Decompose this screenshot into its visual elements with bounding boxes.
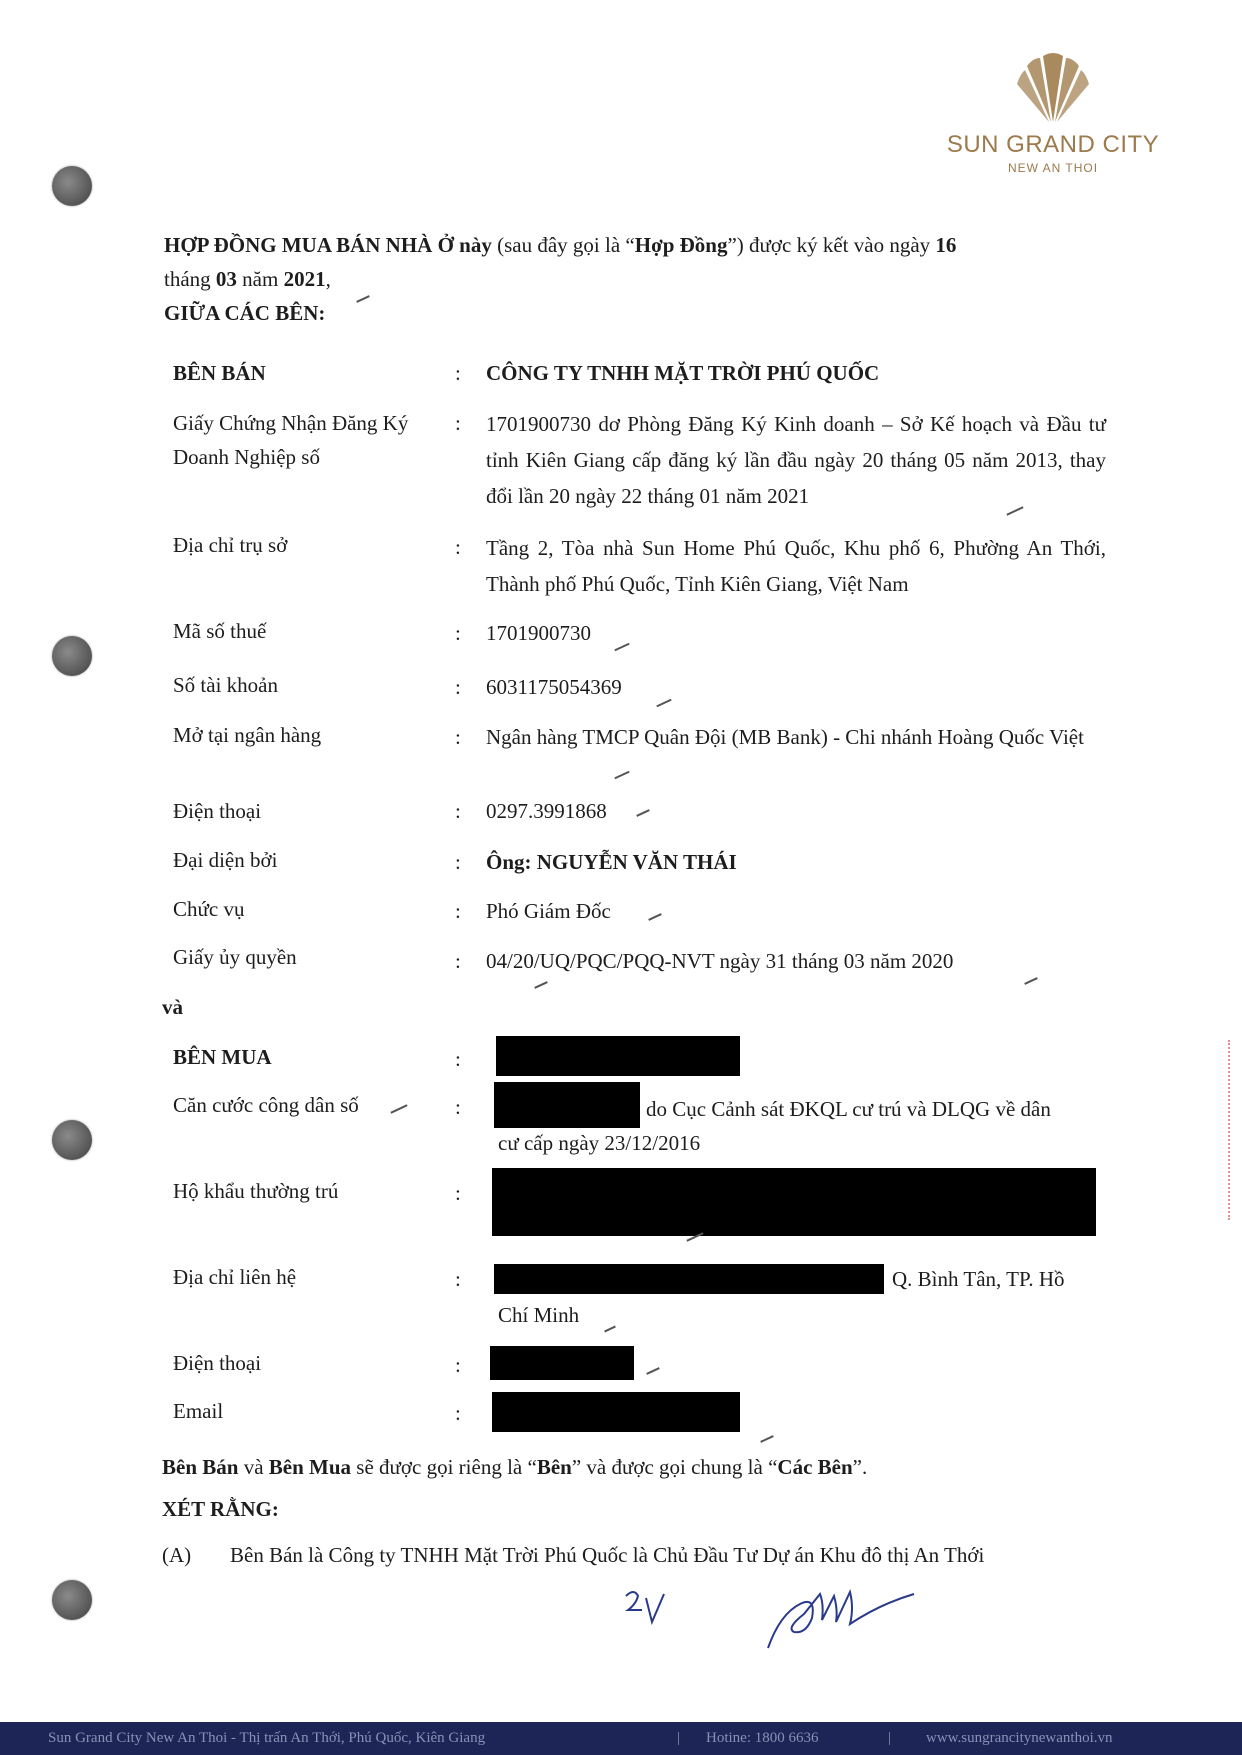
pen-tick <box>636 809 650 817</box>
closing-text: và <box>238 1455 269 1479</box>
seller-name: CÔNG TY TNHH MẶT TRỜI PHÚ QUỐC <box>486 361 880 385</box>
colon: : <box>455 535 461 559</box>
contact-address-value: Q. Bình Tân, TP. Hồ <box>892 1267 1065 1291</box>
buyer-heading: BÊN MUA <box>173 1045 272 1069</box>
field-label: Hộ khẩu thường trú <box>173 1179 339 1203</box>
whereas-item-text: Bên Bán là Công ty TNHH Mặt Trời Phú Quốc là Chủ Đầu Tư Dự án Khu đô thị An Thới <box>230 1543 985 1567</box>
bank-account-value: 6031175054369 <box>486 675 622 699</box>
colon: : <box>455 725 461 749</box>
contract-short-name: Hợp Đồng <box>634 233 728 257</box>
closing-text: ”. <box>852 1455 868 1479</box>
pen-tick <box>390 1104 407 1113</box>
field-label: Địa chỉ trụ sở <box>173 533 288 557</box>
field-label: Chức vụ <box>173 897 245 921</box>
intro-line-2 <box>164 262 1114 296</box>
field-label: Địa chỉ liên hệ <box>173 1265 297 1289</box>
redacted-id-number <box>494 1082 640 1128</box>
and-word: và <box>162 995 183 1019</box>
field-label: Đại diện bởi <box>173 848 278 872</box>
redacted-buyer-email <box>492 1392 740 1432</box>
representative-value: Ông: NGUYỄN VĂN THÁI <box>486 850 737 874</box>
buyer-term: Bên Mua <box>268 1455 352 1479</box>
contact-address-value-cont: Chí Minh <box>498 1303 580 1327</box>
company-logo <box>938 48 1168 175</box>
sign-day: 16 <box>935 233 957 257</box>
contract-intro <box>164 228 1114 330</box>
parties-term: Các Bên <box>777 1455 853 1479</box>
pen-tick <box>646 1367 660 1375</box>
colon: : <box>455 1047 461 1071</box>
field-label: Căn cước công dân số <box>173 1093 359 1117</box>
field-label: Điện thoại <box>173 1351 262 1375</box>
business-registration-value: 1701900730 dơ Phòng Đăng Ký Kinh doanh – Sở Kế hoạch và Đầu tư tỉnh Kiên Giang cấp đăng ký lần đầu ngày 20 tháng 05 năm 2013, thay đổi lần 20 ngày 22 tháng 01 năm 2021 <box>486 412 1106 508</box>
tax-code-value: 1701900730 <box>486 621 591 645</box>
intro-text: tháng <box>164 267 216 291</box>
whereas-item-marker: (A) <box>162 1543 192 1567</box>
colon: : <box>455 799 461 823</box>
punch-hole <box>52 1120 92 1160</box>
bank-name-value: Ngân hàng TMCP Quân Đội (MB Bank) - Chi nhánh Hoàng Quốc Việt <box>486 725 1084 749</box>
colon: : <box>455 949 461 973</box>
field-label: Điện thoại <box>173 799 262 823</box>
id-issuer-value: do Cục Cảnh sát ĐKQL cư trú và DLQG về dân <box>646 1097 1051 1121</box>
head-office-address-value: Tầng 2, Tòa nhà Sun Home Phú Quốc, Khu phố 6, Phường An Thới, Thành phố Phú Quốc, Tỉnh Kiên Giang, Việt Nam <box>486 536 1106 596</box>
field-label: Giấy ủy quyền <box>173 945 297 969</box>
closing-text: ” và được gọi chung là “ <box>571 1455 778 1479</box>
pen-tick <box>648 913 662 921</box>
pen-tick <box>604 1326 616 1333</box>
intro-text: (sau đây gọi là “ <box>491 233 635 257</box>
pen-tick <box>614 643 629 652</box>
field-label: Mở tại ngân hàng <box>173 723 322 747</box>
intro-text: năm <box>236 267 284 291</box>
colon: : <box>455 850 461 874</box>
whereas-heading: XÉT RẰNG: <box>162 1497 279 1521</box>
colon: : <box>455 1181 461 1205</box>
pen-tick <box>760 1435 774 1443</box>
footer-separator: | <box>677 1730 681 1746</box>
footer-separator: | <box>888 1730 892 1746</box>
field-label: Số tài khoản <box>173 673 278 697</box>
punch-hole <box>52 166 92 206</box>
colon: : <box>455 899 461 923</box>
seller-term: Bên Bán <box>162 1455 239 1479</box>
colon: : <box>455 1353 461 1377</box>
colon: : <box>455 621 461 645</box>
intro-line-1 <box>164 228 1114 262</box>
colon: : <box>455 1095 461 1119</box>
redacted-buyer-phone <box>490 1346 634 1380</box>
redacted-buyer-name <box>496 1036 740 1076</box>
field-label: Email <box>173 1399 224 1423</box>
colon: : <box>455 361 461 385</box>
sign-year: 2021 <box>283 267 326 291</box>
position-value: Phó Giám Đốc <box>486 899 611 923</box>
seller-heading: BÊN BÁN <box>173 361 266 385</box>
redacted-permanent-address <box>492 1168 1096 1236</box>
party-term: Bên <box>536 1455 572 1479</box>
pen-tick <box>656 699 671 708</box>
logo-name: SUN GRAND CITY <box>946 131 1160 158</box>
closing-text: sẽ được gọi riêng là “ <box>351 1455 537 1479</box>
redacted-contact-address <box>494 1264 884 1294</box>
footer-company: Sun Grand City New An Thoi - Thị trấn An Thới, Phú Quốc, Kiên Giang <box>48 1730 486 1746</box>
seller-phone-value: 0297.3991868 <box>486 799 607 823</box>
field-label: Giấy Chứng Nhận Đăng Ký Doanh Nghiệp số <box>173 411 409 469</box>
footer-website[interactable]: www.sungrancitynewanthoi.vn <box>926 1730 1113 1746</box>
colon: : <box>455 1401 461 1425</box>
punch-hole <box>52 1580 92 1620</box>
field-label: Mã số thuế <box>173 619 267 643</box>
sun-fan-logo-icon <box>1013 48 1093 124</box>
authorization-value: 04/20/UQ/PQC/PQQ-NVT ngày 31 tháng 03 năm 2020 <box>486 949 954 973</box>
pen-tick <box>534 981 548 989</box>
initials-mark <box>620 1586 670 1630</box>
contract-title: HỢP ĐỒNG MUA BÁN NHÀ Ở này <box>164 233 492 257</box>
parties-heading: GIỮA CÁC BÊN: <box>164 301 326 325</box>
logo-subtitle: NEW AN THOI <box>1007 161 1099 175</box>
punch-hole <box>52 636 92 676</box>
intro-text: , <box>325 267 331 291</box>
pen-tick <box>1024 977 1038 985</box>
signature-mark <box>760 1574 920 1654</box>
id-issuer-value-cont: cư cấp ngày 23/12/2016 <box>498 1131 701 1155</box>
sign-month: 03 <box>215 267 237 291</box>
intro-text: ”) được ký kết vào ngày <box>727 233 936 257</box>
page-footer <box>0 1722 1242 1755</box>
colon: : <box>455 1267 461 1291</box>
colon: : <box>455 411 461 435</box>
colon: : <box>455 675 461 699</box>
footer-hotline: Hotine: 1800 6636 <box>706 1730 819 1746</box>
stamp-edge-mark <box>1228 1040 1242 1220</box>
party-definition <box>162 1450 867 1484</box>
pen-tick <box>614 771 629 780</box>
